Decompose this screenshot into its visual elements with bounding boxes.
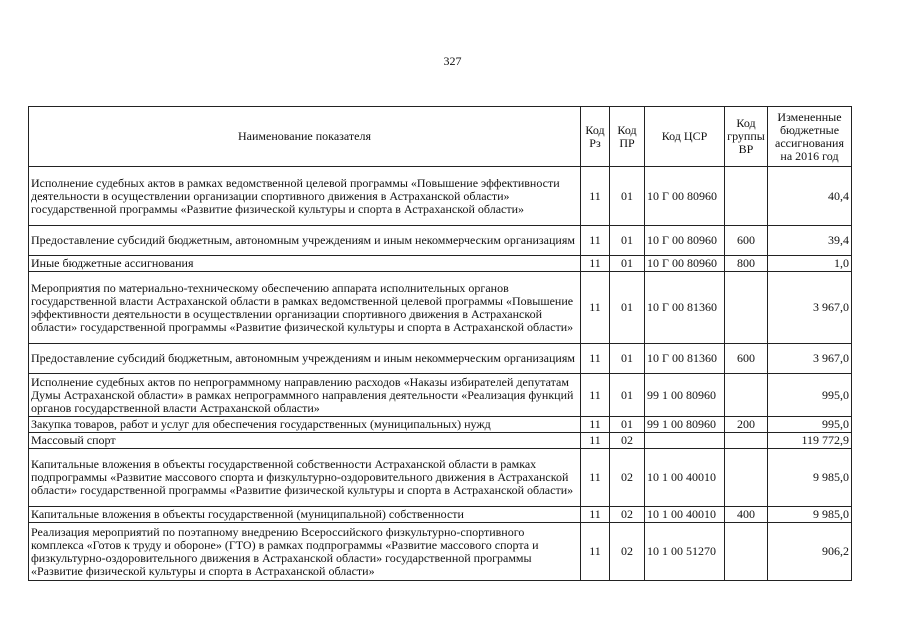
row-name: Реализация мероприятий по поэтапному внедрению Всероссийского физкультурно-спортивного комплекса «Готов к труду и обороне» (ГТО) в рамках подпрограммы «Развитие массового спорта и физкультурно-оздоровительного движения в Астраханской области» государственной программы «Развитие физической культуры и спорта в Астраханской области» <box>29 523 581 581</box>
row-pr: 01 <box>610 226 645 256</box>
header-pr: Код ПР <box>610 107 645 167</box>
row-amount: 119 772,9 <box>768 433 852 449</box>
row-pr: 01 <box>610 374 645 417</box>
row-rz: 11 <box>581 417 610 433</box>
row-name: Иные бюджетные ассигнования <box>29 256 581 272</box>
row-vr: 600 <box>725 344 768 374</box>
row-name: Предоставление субсидий бюджетным, автономным учреждениям и иным некоммерческим организациям <box>29 344 581 374</box>
row-csr: 10 1 00 40010 <box>645 507 725 523</box>
row-rz: 11 <box>581 374 610 417</box>
row-csr: 10 1 00 40010 <box>645 449 725 507</box>
budget-table <box>28 106 852 581</box>
row-name: Закупка товаров, работ и услуг для обеспечения государственных (муниципальных) нужд <box>29 417 581 433</box>
row-rz: 11 <box>581 433 610 449</box>
row-amount: 40,4 <box>768 167 852 226</box>
row-rz: 11 <box>581 523 610 581</box>
row-csr: 10 Г 00 80960 <box>645 226 725 256</box>
row-vr <box>725 167 768 226</box>
row-pr: 01 <box>610 167 645 226</box>
row-name: Предоставление субсидий бюджетным, автономным учреждениям и иным некоммерческим организациям <box>29 226 581 256</box>
table-row <box>29 167 852 226</box>
row-pr: 02 <box>610 449 645 507</box>
row-pr: 02 <box>610 507 645 523</box>
row-rz: 11 <box>581 449 610 507</box>
table-row <box>29 256 852 272</box>
table-row <box>29 226 852 256</box>
row-pr: 02 <box>610 433 645 449</box>
header-csr: Код ЦСР <box>645 107 725 167</box>
page-number: 327 <box>443 54 462 68</box>
table-row <box>29 449 852 507</box>
header-rz: Код Рз <box>581 107 610 167</box>
row-vr: 600 <box>725 226 768 256</box>
row-pr: 02 <box>610 523 645 581</box>
row-csr <box>645 433 725 449</box>
row-pr: 01 <box>610 272 645 344</box>
table-row <box>29 344 852 374</box>
table-row <box>29 374 852 417</box>
row-amount: 906,2 <box>768 523 852 581</box>
row-name: Исполнение судебных актов по непрограммному направлению расходов «Наказы избирателей депутатам Думы Астраханской области» в рамках непрограммного направления деятельности «Реализация функций органов государственной власти Астраханской области» <box>29 374 581 417</box>
row-amount: 9 985,0 <box>768 507 852 523</box>
row-vr: 400 <box>725 507 768 523</box>
row-amount: 1,0 <box>768 256 852 272</box>
row-amount: 3 967,0 <box>768 272 852 344</box>
row-pr: 01 <box>610 417 645 433</box>
row-csr: 10 Г 00 81360 <box>645 272 725 344</box>
row-amount: 9 985,0 <box>768 449 852 507</box>
row-vr: 200 <box>725 417 768 433</box>
row-rz: 11 <box>581 344 610 374</box>
header-amount: Измененные бюджетные ассигнования на 2016 год <box>768 107 852 167</box>
row-rz: 11 <box>581 226 610 256</box>
row-csr: 99 1 00 80960 <box>645 374 725 417</box>
row-name: Исполнение судебных актов в рамках ведомственной целевой программы «Повышение эффективности деятельности в осуществлении организации спортивного движения в Астраханской области» государственной программы «Развитие физической культуры и спорта в Астраханской области» <box>29 167 581 226</box>
table-row <box>29 523 852 581</box>
table-row <box>29 433 852 449</box>
table-row <box>29 507 852 523</box>
row-name: Мероприятия по материально-техническому обеспечению аппарата исполнительных органов государственной власти Астраханской области в рамках ведомственной целевой программы «Повышение эффективности деятельности в осуществлении организации спортивного движения в Астраханской области» государственной программы «Развитие физической культуры и спорта в Астраханской области» <box>29 272 581 344</box>
row-name: Массовый спорт <box>29 433 581 449</box>
row-vr <box>725 272 768 344</box>
row-rz: 11 <box>581 272 610 344</box>
table-row <box>29 417 852 433</box>
row-rz: 11 <box>581 256 610 272</box>
row-name: Капитальные вложения в объекты государственной (муниципальной) собственности <box>29 507 581 523</box>
header-vr: Код группы ВР <box>725 107 768 167</box>
row-name: Капитальные вложения в объекты государственной собственности Астраханской области в рамках подпрограммы «Развитие массового спорта и физкультурно-оздоровительного движения в Астраханской области» государственной программы «Развитие физической культуры и спорта в Астраханской области» <box>29 449 581 507</box>
row-amount: 39,4 <box>768 226 852 256</box>
row-amount: 995,0 <box>768 374 852 417</box>
row-rz: 11 <box>581 507 610 523</box>
row-csr: 10 Г 00 80960 <box>645 256 725 272</box>
row-vr <box>725 433 768 449</box>
row-vr <box>725 449 768 507</box>
row-csr: 10 Г 00 81360 <box>645 344 725 374</box>
row-pr: 01 <box>610 344 645 374</box>
row-vr <box>725 374 768 417</box>
row-csr: 99 1 00 80960 <box>645 417 725 433</box>
table-header-row <box>29 107 852 167</box>
row-amount: 995,0 <box>768 417 852 433</box>
row-amount: 3 967,0 <box>768 344 852 374</box>
table-row <box>29 272 852 344</box>
row-vr <box>725 523 768 581</box>
row-vr: 800 <box>725 256 768 272</box>
row-csr: 10 Г 00 80960 <box>645 167 725 226</box>
row-rz: 11 <box>581 167 610 226</box>
header-name: Наименование показателя <box>29 107 581 167</box>
row-csr: 10 1 00 51270 <box>645 523 725 581</box>
row-pr: 01 <box>610 256 645 272</box>
